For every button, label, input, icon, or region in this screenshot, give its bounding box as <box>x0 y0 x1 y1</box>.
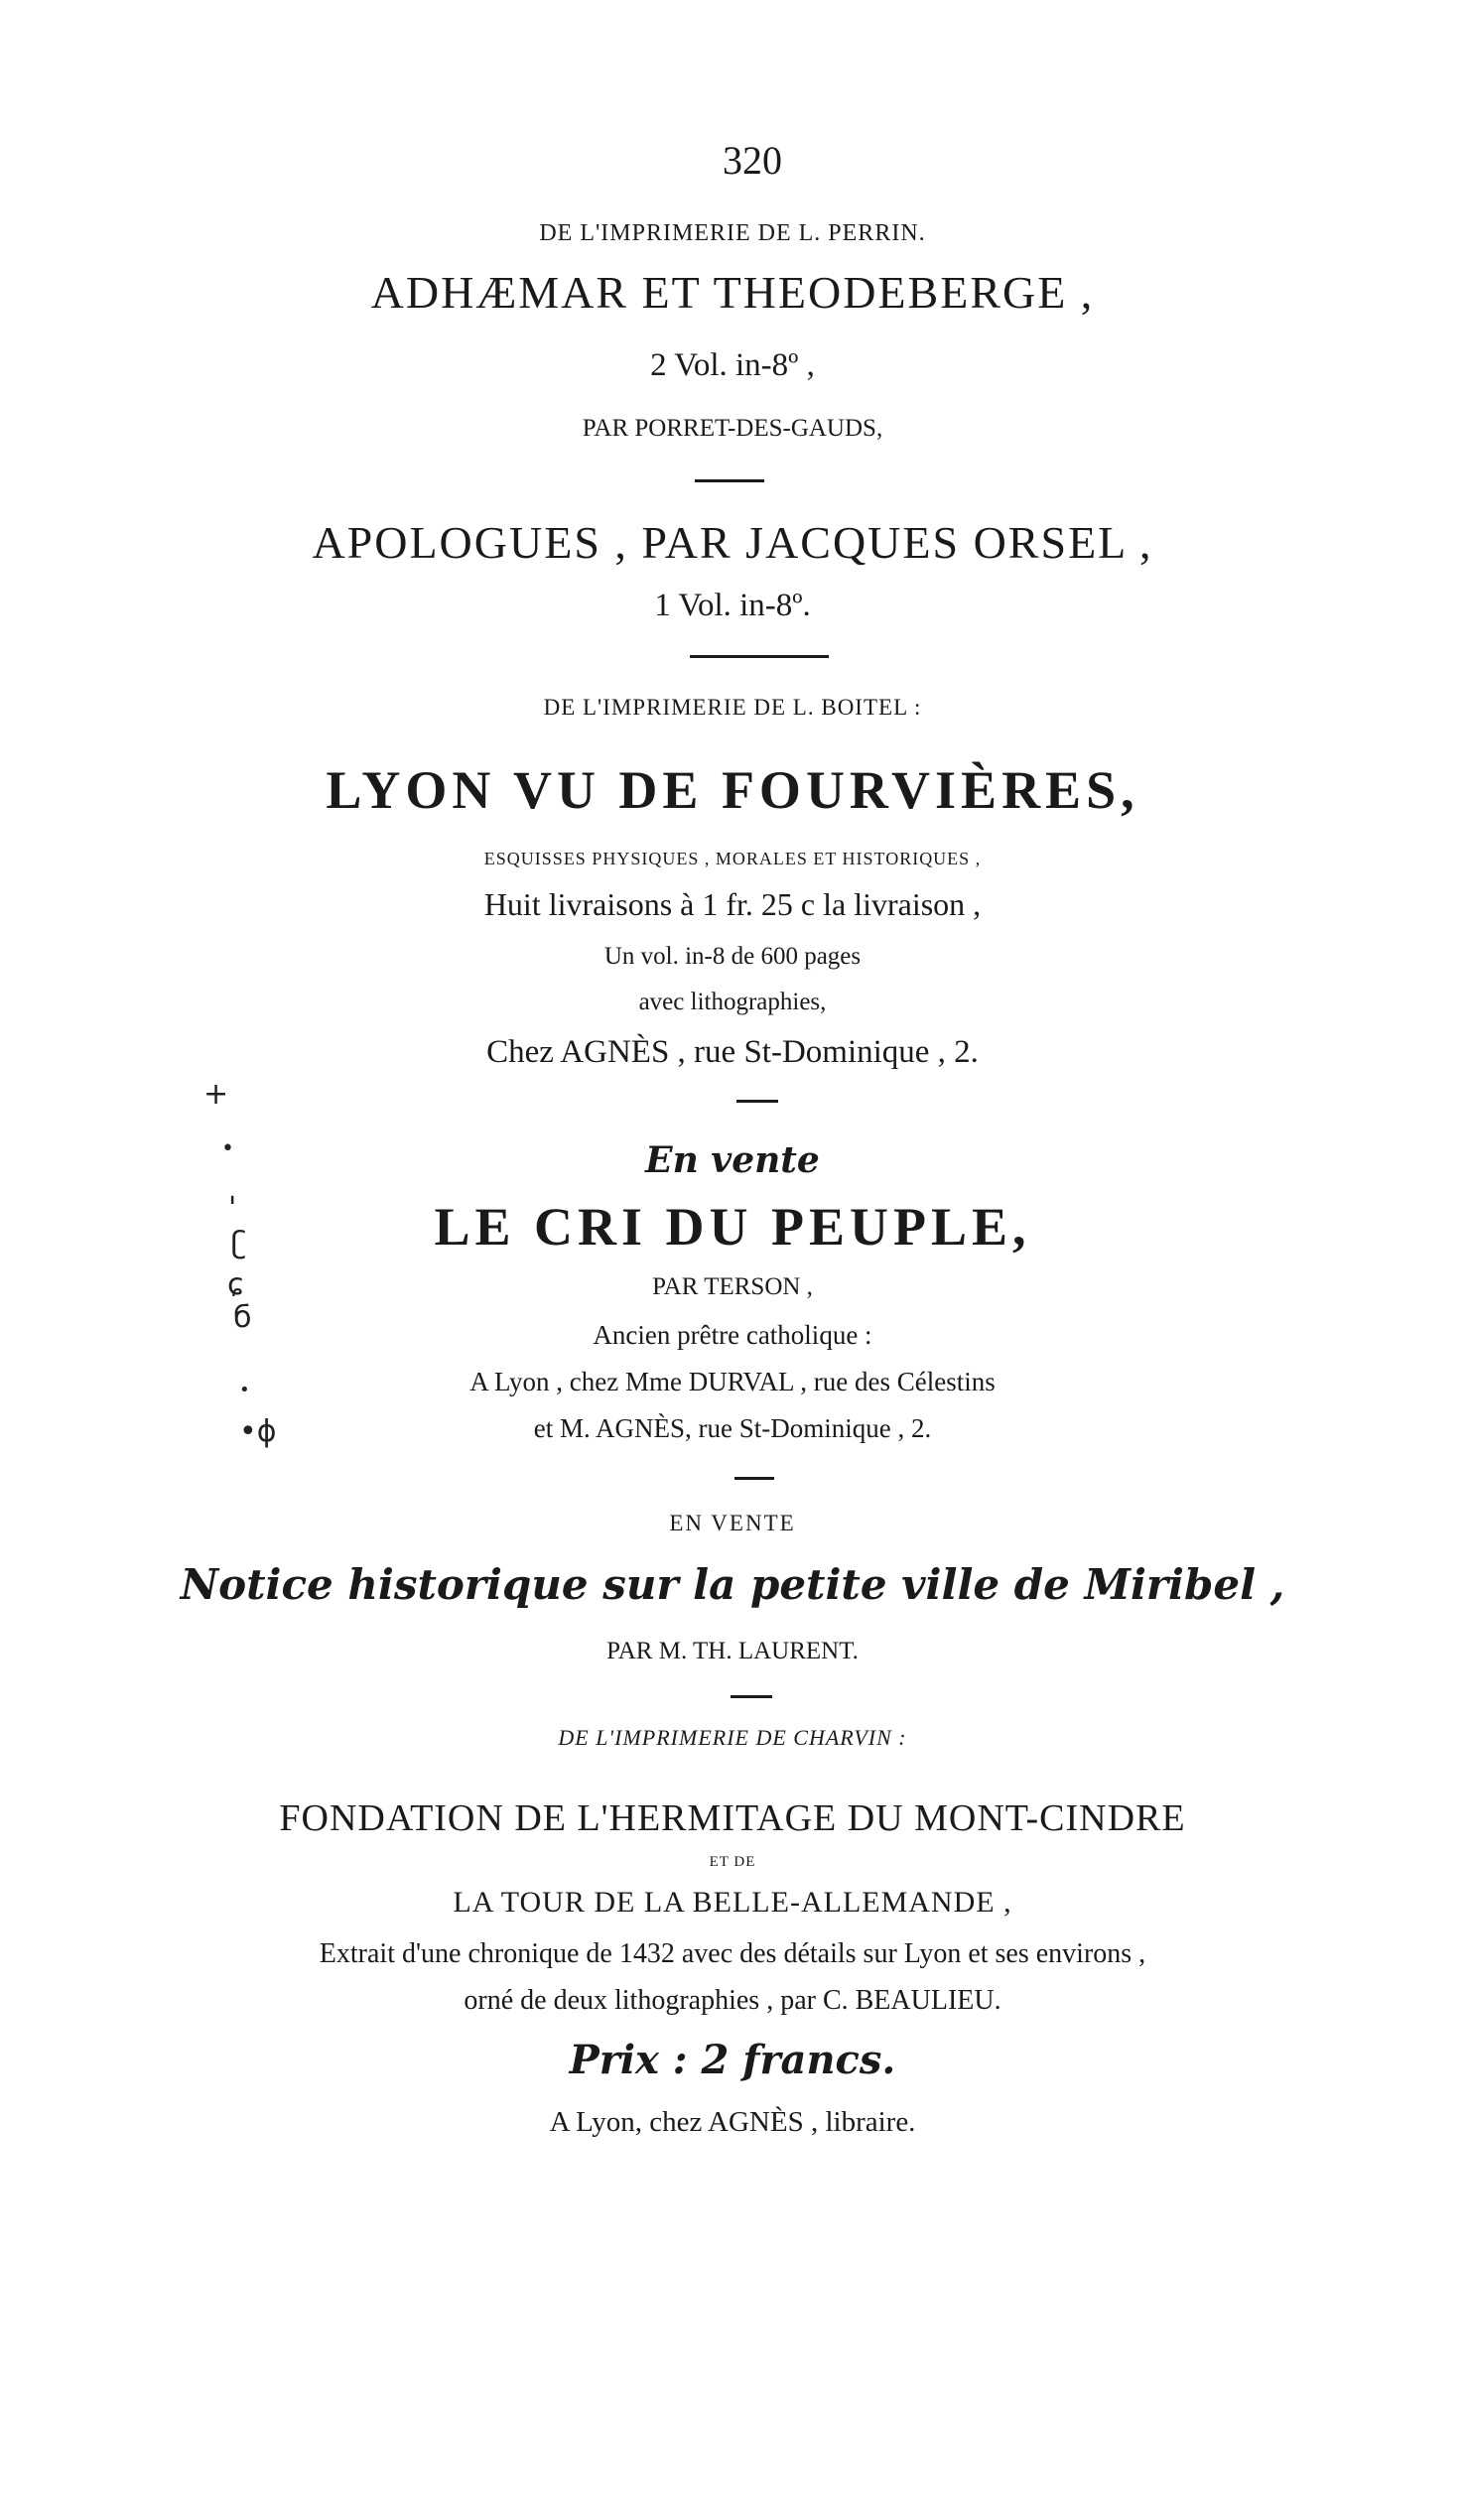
conj-et-de: ET DE <box>709 1854 756 1870</box>
margin-mark: •ɸ <box>239 1414 277 1449</box>
title-mont-cindre: FONDATION DE L'HERMITAGE DU MONT-CINDRE <box>279 1797 1186 1839</box>
title-lyon-fourvieres: LYON VU DE FOURVIÈRES, <box>326 760 1139 820</box>
format-pages: Un vol. in-8 de 600 pages <box>603 943 862 970</box>
divider-4 <box>734 1477 774 1480</box>
author-terson: PAR TERSON , <box>652 1273 813 1300</box>
margin-annotations <box>203 1077 293 1474</box>
author-porret: PAR PORRET-DES-GAUDS, <box>582 415 883 442</box>
illustrations: avec lithographies, <box>638 989 827 1015</box>
margin-mark: ' <box>228 1191 237 1226</box>
price-livraisons: Huit livraisons à 1 fr. 25 c la livraison , <box>483 886 982 922</box>
margin-mark: • <box>239 1380 250 1400</box>
divider-3 <box>736 1100 778 1103</box>
divider-2 <box>690 655 829 658</box>
seller-libraire: A Lyon, chez AGNÈS , libraire. <box>549 2106 916 2138</box>
volumes-adhaemar: 2 Vol. in-8º , <box>650 347 815 383</box>
margin-mark: б <box>233 1300 252 1335</box>
margin-mark: + <box>203 1077 229 1112</box>
title-cri-du-peuple: LE CRI DU PEUPLE, <box>434 1197 1031 1257</box>
sale-label-miribel: EN VENTE <box>669 1511 796 1535</box>
printer-perrin: DE L'IMPRIMERIE DE L. PERRIN. <box>539 220 926 246</box>
seller-agnes-2: et M. AGNÈS, rue St-Dominique , 2. <box>533 1413 932 1443</box>
desc-lithographies: orné de deux lithographies , par C. BEAULIEU. <box>464 1985 1001 2016</box>
subtitle-esquisses: ESQUISSES PHYSIQUES , MORALES ET HISTORIQUES , <box>483 849 982 868</box>
margin-mark: ʗ <box>231 1226 247 1260</box>
seller-durval: A Lyon , chez Mme DURVAL , rue des Célestins <box>469 1367 996 1396</box>
price-francs: Prix : 2 francs. <box>569 2037 896 2083</box>
printer-charvin: DE L'IMPRIMERIE DE CHARVIN : <box>558 1725 907 1750</box>
title-miribel: Notice historique sur la petite ville de Miribel , <box>180 1560 1285 1609</box>
divider-1 <box>695 479 764 482</box>
title-adhaemar: ADHÆMAR ET THEODEBERGE , <box>370 267 1095 318</box>
seller-agnes-1: Chez AGNÈS , rue St-Dominique , 2. <box>486 1034 979 1070</box>
volumes-apologues: 1 Vol. in-8º. <box>654 588 811 623</box>
sale-label-cri: En vente <box>645 1139 820 1181</box>
desc-chronique: Extrait d'une chronique de 1432 avec des détails sur Lyon et ses environs , <box>319 1938 1146 1969</box>
author-terson-desc: Ancien prêtre catholique : <box>593 1320 872 1350</box>
title-belle-allemande: LA TOUR DE LA BELLE-ALLEMANDE , <box>453 1886 1012 1919</box>
margin-mark: ɕ <box>227 1267 244 1302</box>
page-number: 320 <box>723 138 782 183</box>
divider-5 <box>731 1695 772 1698</box>
author-laurent: PAR M. TH. LAURENT. <box>606 1638 859 1664</box>
title-apologues: APOLOGUES , PAR JACQUES ORSEL , <box>312 517 1153 568</box>
printer-boitel: DE L'IMPRIMERIE DE L. BOITEL : <box>543 695 922 720</box>
margin-mark: • <box>221 1136 234 1161</box>
